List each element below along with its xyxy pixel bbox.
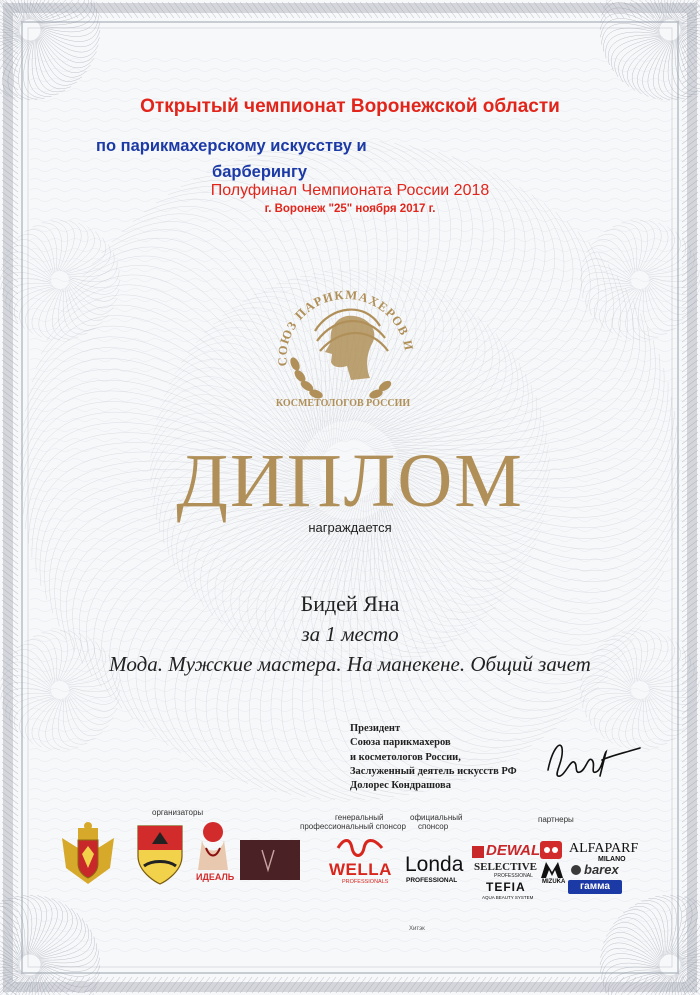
- tefia-sub: AQUA BEAUTY SYSTEM: [482, 895, 534, 900]
- selective-logo: SELECTIVE: [474, 861, 537, 873]
- general-sponsor-label-1: генеральный: [335, 813, 384, 822]
- londa-sub: PROFESSIONAL: [406, 877, 458, 884]
- selective-sub: PROFESSIONAL: [494, 873, 533, 879]
- official-sponsor-label-1: официальный: [410, 813, 463, 822]
- wella-waves-icon: [336, 836, 384, 858]
- emblem-bottom-text: КОСМЕТОЛОГОВ РОССИИ: [275, 398, 411, 409]
- president-block: [350, 722, 517, 793]
- voronezh-city-coat-of-arms-logo: [130, 820, 190, 888]
- president-org-2: и косметологов России,: [350, 751, 461, 763]
- londa-logo: Londa: [405, 853, 464, 876]
- barex-logo: barex: [584, 862, 619, 877]
- gamma-logo: гамма: [568, 880, 622, 894]
- signature-image: [540, 730, 650, 790]
- ideal-logo-text: ИДЕАЛЬ: [196, 872, 235, 882]
- president-honor: Заслуженный деятель искусств РФ: [350, 765, 517, 777]
- partner-badge-icon: [540, 841, 562, 859]
- president-name: Долорес Кондрашова: [350, 780, 451, 792]
- alfaparf-sub: MILANO: [598, 856, 626, 863]
- official-sponsor-label-2: спонсор: [418, 822, 449, 831]
- recipient-name: Бидей Яна: [300, 591, 400, 616]
- event-date: г. Воронеж "25" ноября 2017 г.: [264, 203, 436, 215]
- general-sponsor-label-2: профессиональный спонсор: [300, 822, 406, 831]
- dewal-mark-icon: [472, 846, 484, 858]
- semifinal-title: Полуфинал Чемпионата России 2018: [210, 182, 490, 199]
- mizuka-logo: MIZUKA: [542, 879, 566, 885]
- president-org-1: Союза парикмахеров: [350, 737, 451, 749]
- wella-sub: PROFESSIONALS: [342, 879, 389, 885]
- dewal-logo: DEWAL: [486, 842, 541, 859]
- vs-brown-logo: [240, 840, 300, 880]
- emblem-text: СОЮЗ ПАРИКМАХЕРОВ И: [275, 287, 417, 367]
- alfaparf-logo: ALFAPARF: [569, 841, 639, 856]
- barex-mark-icon: [570, 864, 582, 876]
- ideal-figure-logo: [194, 818, 232, 874]
- wella-logo: WELLA: [329, 860, 392, 879]
- championship-subtitle-2: барберингу: [212, 163, 308, 181]
- tefia-logo: TEFIA: [486, 880, 526, 894]
- union-emblem-logo: [255, 256, 430, 431]
- organizers-label: организаторы: [152, 808, 204, 817]
- award-place: за 1 место: [301, 622, 399, 646]
- championship-title: Открытый чемпионат Воронежской области: [140, 96, 560, 117]
- awarded-label: награждается: [308, 520, 392, 535]
- printer-mark: Хитэк: [409, 926, 425, 932]
- mizuka-mark-icon: [541, 862, 563, 878]
- championship-subtitle-1: по парикмахерскому искусству и: [96, 137, 367, 155]
- award-category: Мода. Мужские мастера. На манекене. Общий зачет: [109, 652, 591, 676]
- voronezh-region-coat-of-arms-logo: [52, 818, 124, 890]
- partners-label: партнеры: [538, 815, 574, 824]
- diploma-title: ДИПЛОМ: [176, 439, 524, 523]
- president-title: Президент: [350, 723, 401, 734]
